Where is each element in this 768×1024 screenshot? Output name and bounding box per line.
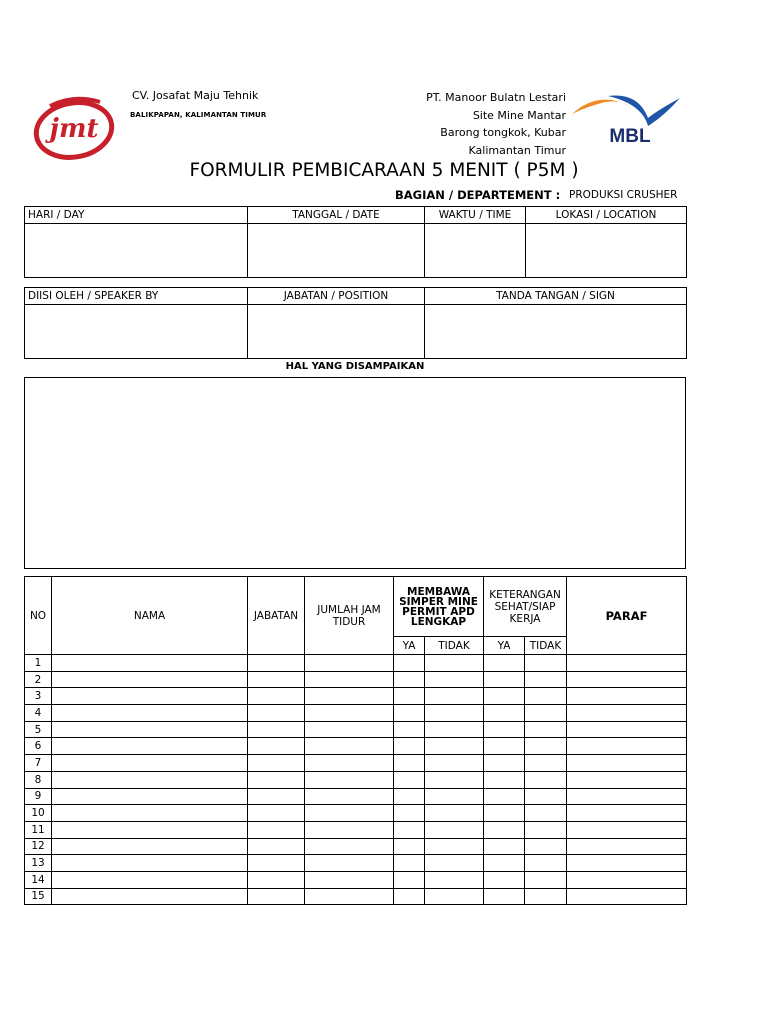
sehat-ya-cell[interactable]: [484, 738, 525, 755]
paraf-cell[interactable]: [567, 871, 687, 888]
sehat-ya-cell[interactable]: [484, 755, 525, 772]
simper-tidak-cell[interactable]: [425, 688, 484, 705]
nama-cell[interactable]: [52, 655, 248, 672]
jabatan-cell[interactable]: [248, 838, 305, 855]
jmt-logo: [30, 92, 120, 170]
col-jam-tidur-header: JUMLAH JAM TIDUR: [305, 577, 394, 655]
simper-ya-cell[interactable]: [394, 788, 425, 805]
position-field[interactable]: [248, 305, 425, 359]
sehat-tidak-cell[interactable]: [525, 655, 567, 672]
day-date-table: [24, 206, 687, 278]
sehat-tidak-cell[interactable]: [525, 871, 567, 888]
speaker-table: [24, 287, 687, 359]
jam-tidur-cell[interactable]: [305, 721, 394, 738]
simper-tidak-cell[interactable]: [425, 871, 484, 888]
jabatan-cell[interactable]: [248, 788, 305, 805]
department-value: PRODUKSI CRUSHER: [569, 189, 678, 201]
simper-ya-header: YA: [394, 637, 425, 655]
sehat-ya-cell[interactable]: [484, 821, 525, 838]
row-number: 8: [25, 771, 52, 788]
right-company-block: [336, 89, 566, 159]
row-number: 7: [25, 755, 52, 772]
sehat-tidak-cell[interactable]: [525, 755, 567, 772]
sehat-tidak-cell[interactable]: [525, 821, 567, 838]
col-no-header: NO: [25, 577, 52, 655]
simper-tidak-cell[interactable]: [425, 721, 484, 738]
row-number: 14: [25, 871, 52, 888]
jabatan-cell[interactable]: [248, 855, 305, 872]
col-simper-header: MEMBAWA SIMPER MINE PERMIT APD LENGKAP: [394, 577, 484, 637]
jam-tidur-cell[interactable]: [305, 705, 394, 722]
simper-tidak-cell[interactable]: [425, 755, 484, 772]
simper-tidak-cell[interactable]: [425, 738, 484, 755]
nama-cell[interactable]: [52, 755, 248, 772]
simper-ya-cell[interactable]: [394, 721, 425, 738]
row-number: 12: [25, 838, 52, 855]
nama-cell[interactable]: [52, 788, 248, 805]
simper-tidak-cell[interactable]: [425, 705, 484, 722]
table-row: [25, 888, 687, 905]
sehat-tidak-cell[interactable]: [525, 738, 567, 755]
jabatan-cell[interactable]: [248, 771, 305, 788]
simper-ya-cell[interactable]: [394, 805, 425, 822]
jabatan-cell[interactable]: [248, 871, 305, 888]
table-row: [25, 671, 687, 688]
sehat-ya-cell[interactable]: [484, 788, 525, 805]
day-field[interactable]: [25, 224, 248, 278]
sehat-tidak-cell[interactable]: [525, 705, 567, 722]
simper-tidak-cell[interactable]: [425, 838, 484, 855]
sign-field[interactable]: [425, 305, 687, 359]
row-number: 10: [25, 805, 52, 822]
simper-ya-cell[interactable]: [394, 688, 425, 705]
simper-ya-cell[interactable]: [394, 855, 425, 872]
table-row: [25, 771, 687, 788]
paraf-cell[interactable]: [567, 655, 687, 672]
nama-cell[interactable]: [52, 771, 248, 788]
left-company-address: BALIKPAPAN, KALIMANTAN TIMUR: [130, 111, 267, 119]
paraf-cell[interactable]: [567, 821, 687, 838]
jam-tidur-cell[interactable]: [305, 888, 394, 905]
attendance-rows: [25, 655, 687, 905]
simper-tidak-cell[interactable]: [425, 821, 484, 838]
jabatan-cell[interactable]: [248, 738, 305, 755]
row-number: 6: [25, 738, 52, 755]
time-header: WAKTU / TIME: [425, 207, 526, 224]
simper-tidak-cell[interactable]: [425, 655, 484, 672]
paraf-cell[interactable]: [567, 771, 687, 788]
paraf-cell[interactable]: [567, 888, 687, 905]
row-number: 1: [25, 655, 52, 672]
row-number: 2: [25, 671, 52, 688]
paraf-cell[interactable]: [567, 671, 687, 688]
jam-tidur-cell[interactable]: [305, 755, 394, 772]
sehat-ya-header: YA: [484, 637, 525, 655]
left-company-name: CV. Josafat Maju Tehnik: [132, 89, 259, 102]
simper-tidak-cell[interactable]: [425, 888, 484, 905]
sehat-ya-cell[interactable]: [484, 671, 525, 688]
simper-ya-cell[interactable]: [394, 655, 425, 672]
department-label: BAGIAN / DEPARTEMENT :: [395, 188, 561, 202]
speaker-field[interactable]: [25, 305, 248, 359]
nama-cell[interactable]: [52, 888, 248, 905]
row-number: 5: [25, 721, 52, 738]
col-sehat-header: KETERANGAN SEHAT/SIAP KERJA: [484, 577, 567, 637]
jabatan-cell[interactable]: [248, 705, 305, 722]
nama-cell[interactable]: [52, 705, 248, 722]
sehat-ya-cell[interactable]: [484, 688, 525, 705]
date-field[interactable]: [248, 224, 425, 278]
paraf-cell[interactable]: [567, 805, 687, 822]
jam-tidur-cell[interactable]: [305, 805, 394, 822]
table-row: [25, 838, 687, 855]
simper-ya-cell[interactable]: [394, 705, 425, 722]
simper-tidak-cell[interactable]: [425, 855, 484, 872]
sehat-tidak-cell[interactable]: [525, 805, 567, 822]
right-company-city: Barong tongkok, Kubar: [440, 126, 566, 139]
simper-ya-cell[interactable]: [394, 738, 425, 755]
mbl-logo: [568, 92, 684, 150]
simper-tidak-cell[interactable]: [425, 771, 484, 788]
nama-cell[interactable]: [52, 838, 248, 855]
sehat-tidak-header: TIDAK: [525, 637, 567, 655]
location-field[interactable]: [526, 224, 687, 278]
jam-tidur-cell[interactable]: [305, 655, 394, 672]
day-header: HARI / DAY: [25, 207, 248, 224]
nama-cell[interactable]: [52, 855, 248, 872]
topics-field[interactable]: [24, 377, 686, 569]
jam-tidur-cell[interactable]: [305, 671, 394, 688]
svg-text:MBL: MBL: [609, 126, 651, 147]
simper-ya-cell[interactable]: [394, 755, 425, 772]
jam-tidur-cell[interactable]: [305, 788, 394, 805]
jam-tidur-cell[interactable]: [305, 771, 394, 788]
jabatan-cell[interactable]: [248, 821, 305, 838]
paraf-cell[interactable]: [567, 855, 687, 872]
jabatan-cell[interactable]: [248, 888, 305, 905]
simper-ya-cell[interactable]: [394, 871, 425, 888]
sehat-ya-cell[interactable]: [484, 705, 525, 722]
simper-tidak-header: TIDAK: [425, 637, 484, 655]
sehat-tidak-cell[interactable]: [525, 671, 567, 688]
col-jabatan-header: JABATAN: [248, 577, 305, 655]
row-number: 3: [25, 688, 52, 705]
simper-ya-cell[interactable]: [394, 771, 425, 788]
nama-cell[interactable]: [52, 738, 248, 755]
table-row: [25, 788, 687, 805]
paraf-cell[interactable]: [567, 838, 687, 855]
row-number: 11: [25, 821, 52, 838]
paraf-cell[interactable]: [567, 788, 687, 805]
jam-tidur-cell[interactable]: [305, 821, 394, 838]
sehat-ya-cell[interactable]: [484, 888, 525, 905]
table-row: [25, 655, 687, 672]
simper-tidak-cell[interactable]: [425, 788, 484, 805]
simper-ya-cell[interactable]: [394, 821, 425, 838]
table-row: [25, 805, 687, 822]
simper-tidak-cell[interactable]: [425, 671, 484, 688]
nama-cell[interactable]: [52, 671, 248, 688]
nama-cell[interactable]: [52, 721, 248, 738]
nama-cell[interactable]: [52, 805, 248, 822]
paraf-cell[interactable]: [567, 721, 687, 738]
position-header: JABATAN / POSITION: [248, 288, 425, 305]
table-row: [25, 721, 687, 738]
date-header: TANGGAL / DATE: [248, 207, 425, 224]
row-number: 15: [25, 888, 52, 905]
jabatan-cell[interactable]: [248, 688, 305, 705]
simper-ya-cell[interactable]: [394, 888, 425, 905]
sehat-tidak-cell[interactable]: [525, 788, 567, 805]
row-number: 13: [25, 855, 52, 872]
col-paraf-header: PARAF: [567, 577, 687, 655]
right-company-site: Site Mine Mantar: [472, 108, 566, 122]
jam-tidur-cell[interactable]: [305, 855, 394, 872]
jabatan-cell[interactable]: [248, 655, 305, 672]
sehat-tidak-cell[interactable]: [525, 721, 567, 738]
sehat-tidak-cell[interactable]: [525, 838, 567, 855]
jabatan-cell[interactable]: [248, 755, 305, 772]
simper-tidak-cell[interactable]: [425, 805, 484, 822]
svg-text:jmt: jmt: [49, 114, 99, 144]
sehat-ya-cell[interactable]: [484, 721, 525, 738]
paraf-cell[interactable]: [567, 688, 687, 705]
time-field[interactable]: [425, 224, 526, 278]
col-nama-header: NAMA: [52, 577, 248, 655]
table-row: [25, 688, 687, 705]
table-row: [25, 855, 687, 872]
topics-label: HAL YANG DISAMPAIKAN: [285, 361, 425, 372]
sehat-ya-cell[interactable]: [484, 655, 525, 672]
jam-tidur-cell[interactable]: [305, 688, 394, 705]
paraf-cell[interactable]: [567, 755, 687, 772]
location-header: LOKASI / LOCATION: [526, 207, 687, 224]
row-number: 9: [25, 788, 52, 805]
nama-cell[interactable]: [52, 821, 248, 838]
jabatan-cell[interactable]: [248, 671, 305, 688]
paraf-cell[interactable]: [567, 738, 687, 755]
sehat-ya-cell[interactable]: [484, 855, 525, 872]
row-number: 4: [25, 705, 52, 722]
simper-ya-cell[interactable]: [394, 671, 425, 688]
table-row: [25, 755, 687, 772]
table-row: [25, 821, 687, 838]
jabatan-cell[interactable]: [248, 721, 305, 738]
attendance-table: [24, 576, 687, 905]
sehat-tidak-cell[interactable]: [525, 855, 567, 872]
sehat-ya-cell[interactable]: [484, 871, 525, 888]
sehat-tidak-cell[interactable]: [525, 888, 567, 905]
nama-cell[interactable]: [52, 871, 248, 888]
jam-tidur-cell[interactable]: [305, 871, 394, 888]
sign-header: TANDA TANGAN / SIGN: [425, 288, 687, 305]
sehat-ya-cell[interactable]: [484, 805, 525, 822]
right-company-name: PT. Manoor Bulatn Lestari: [426, 91, 566, 104]
jabatan-cell[interactable]: [248, 805, 305, 822]
speaker-header: DIISI OLEH / SPEAKER BY: [25, 288, 248, 305]
right-company-province: Kalimantan Timur: [468, 143, 566, 157]
sehat-tidak-cell[interactable]: [525, 688, 567, 705]
sehat-ya-cell[interactable]: [484, 771, 525, 788]
paraf-cell[interactable]: [567, 705, 687, 722]
form-title: FORMULIR PEMBICARAAN 5 MENIT ( P5M ): [189, 160, 579, 181]
nama-cell[interactable]: [52, 688, 248, 705]
jam-tidur-cell[interactable]: [305, 738, 394, 755]
simper-ya-cell[interactable]: [394, 838, 425, 855]
sehat-tidak-cell[interactable]: [525, 771, 567, 788]
table-row: [25, 871, 687, 888]
table-row: [25, 705, 687, 722]
sehat-ya-cell[interactable]: [484, 838, 525, 855]
jam-tidur-cell[interactable]: [305, 838, 394, 855]
table-row: [25, 738, 687, 755]
